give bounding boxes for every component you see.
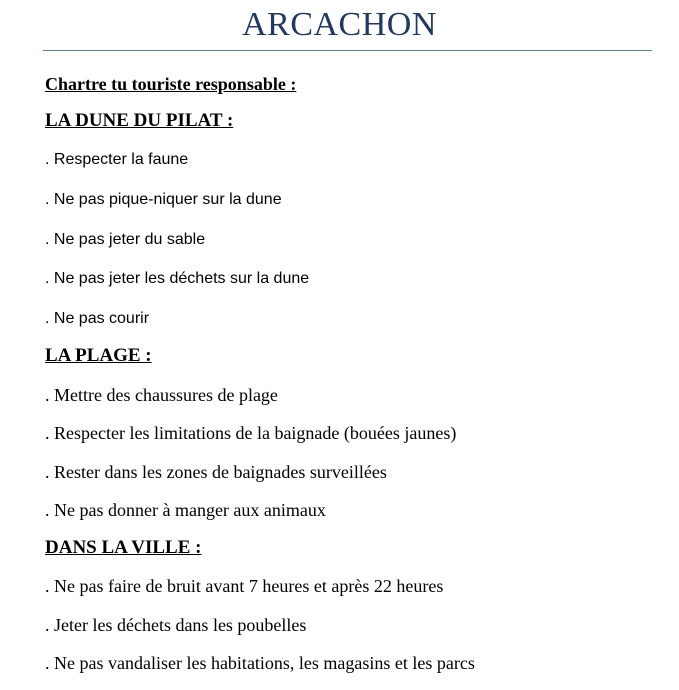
list-item: . Ne pas courir <box>45 310 150 327</box>
list-item: . Ne pas donner à manger aux animaux <box>45 500 326 520</box>
list-item: . Ne pas faire de bruit avant 7 heures et après 22 heures <box>45 576 444 596</box>
charter-heading: Chartre tu touriste responsable : <box>45 74 297 94</box>
list-item: . Ne pas pique-niquer sur la dune <box>45 191 282 208</box>
section-heading-dune: LA DUNE DU PILAT : <box>45 110 234 131</box>
section-heading-ville: DANS LA VILLE : <box>45 537 202 558</box>
list-item: . Respecter les limitations de la baignade (bouées jaunes) <box>45 423 457 443</box>
list-item: . Respecter la faune <box>45 151 189 168</box>
list-item: . Rester dans les zones de baignades surveillées <box>45 462 387 482</box>
list-item: . Ne pas jeter les déchets sur la dune <box>45 270 310 287</box>
list-item: . Ne pas jeter du sable <box>45 231 206 248</box>
list-item: . Ne pas vandaliser les habitations, les magasins et les parcs <box>45 653 475 673</box>
document-title: ARCACHON <box>242 6 437 43</box>
list-item: . Mettre des chaussures de plage <box>45 385 278 405</box>
list-item: . Jeter les déchets dans les poubelles <box>45 615 307 635</box>
title-underline-rule <box>43 50 652 51</box>
section-heading-plage: LA PLAGE : <box>45 345 152 366</box>
